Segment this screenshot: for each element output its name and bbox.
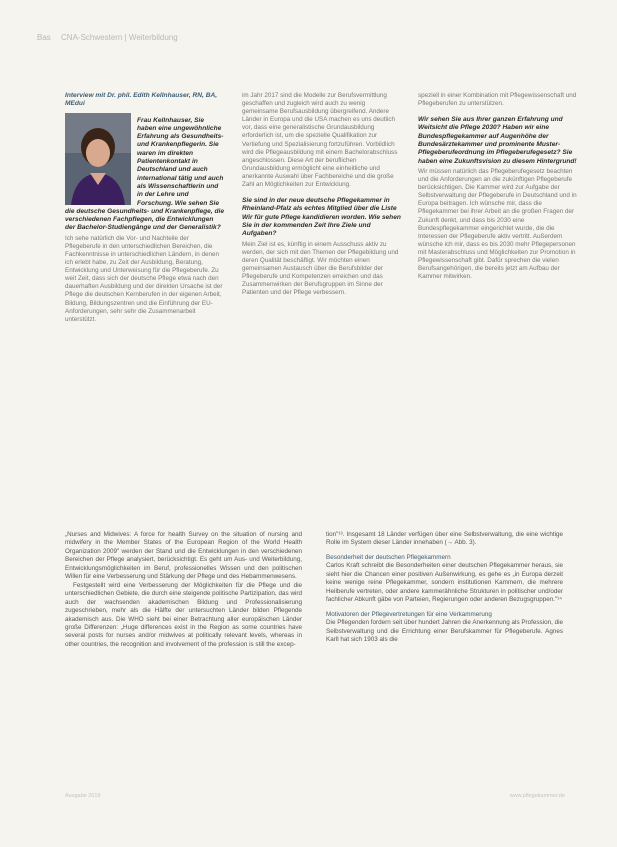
question-2: Sie sind in der neue deutsche Pflegekammer in Rheinland-Pfalz als echtes Mitglied über die Liste Wir für gute Pflege kandidieren worden. Wie sehen Sie in der kommenden Zeit Ihre Ziele und Aufgaben? [242,197,401,238]
body-paragraph: Festgestellt wird eine Verbesserung der Möglichkeiten für die Pflege und die unterschiedlichen Gebiete, die durch eine steigende politische Partizipation, das wird auch der wachsenden akademischen Bildung und Professionalisierung zugeschrieben, mehr als die Hälfte der untersuchten Länder bilden Pflegende akademisch aus. Die WHO sieht bei einer Betrachtung aller europäischen Länder große Differenzen: „Huge differences exist in the Region as some countries have several posts for nurses and/or midwives at politically relevant levels, whereas in other countries, the recognition and involvement of the profession is still the excep- [65,581,302,648]
answer-2: Mein Ziel ist es, künftig in einem Ausschuss aktiv zu werden, der sich mit den Themen der Pflegebildung und deren Qualität beschäftigt. Wir möchten einen gemeinsamen Austausch über die Berufsbilder der Pflegeberufe und Kompetenzen erreichen und das Zusammenwirken der Berufsgruppen im Sinne der Patienten und der Pflege verbessern. [242,240,399,297]
body-paragraph: Die Pflegenden fordern seit über hundert Jahren die Anerkennung als Profession, die Selbstverwaltung und die Errichtung einer Berufskammer für Pflegeberufe. Agnes Karll hat sich 1903 als die [326,619,563,643]
interview-section [65,92,577,504]
body-column-1 [65,531,302,649]
body-column-2 [326,531,563,644]
body-paragraph: Carlos Kraft schreibt die Besonderheiten einer deutschen Pflegekammer heraus, sie sieht hier die Chancen einer positiven Außenwirkung, es gehe es „in Europa derzeit keine wenige reine Pflegekammer, sondern institutionen Kammern, die mehrere Heilberufe vertreten, oder andere kammerähnliche Strukturen in politischer und/oder fachlicher Abkunft gäbe von Parteien, Regierungen oder anderen Bezugsgruppen."¹⁴ [326,562,563,604]
body-paragraph: tion"¹³. Insgesamt 18 Länder verfügen über eine Selbstverwaltung, die eine wichtige Rolle im System dieser Länder innehaben (→ Abb. 3). [326,531,563,547]
interview-heading: Interview mit Dr. phil. Edith Kellnhauser, RN, BA, MEdui [65,92,218,108]
answer-3: Wir müssen natürlich das Pflegeberufegesetz beachten und die Anforderungen an die zukünftigen Pflegeberufe berücksichtigen. Die Kammer wird zur Aufgabe der Selbstverwaltung der Pflegeberufe in Deutschland und in Europa beitragen. Ich wünsche mir, dass die Pflegekammer bei ihrer Arbeit an die großen Fragen der Zukunft denkt, und dass bis 2030 eine Bundespflegekammer eingerichtet wurde, die die Interessen der Pflegeberufe aktiv vertritt. Außerdem wünsche ich mir, dass es bis 2030 mehr Pflegepersonen mit Masterabschluss und Möglichkeiten zur Promotion in Pflegewissenschaft gibt. Dafür sprechen die vielen Berufsangehörigen, die bereits jetzt am Aufbau der Kammer mitwirken. [418,167,577,281]
page-header [37,33,178,42]
footer-left: Ausgabe 2019 [65,793,101,799]
answer-1-continued: im Jahr 2017 sind die Modelle zur Berufsvermittlung geschaffen und zugleich wird auch zu wenig gemeinsame Berufsausbildung übergreifend. Andere Länder in Europa und die USA machen es uns deutlich vor, dass eine generalistische Grundausbildung erforderlich ist, um die spezielle Qualifikation zur Vertiefung und Spezialisierung fortzuführen. Vorbildlich wird die Pflegeausbildung mit einem Bachelorabschluss angeschlossen. Diese Art der beruflichen Grundausbildung ermöglicht eine einheitliche und anerkannte Auswahl über Fachbereiche und die große Zahl an Möglichkeiten zur Entwicklung. [242,92,398,189]
body-paragraph: „Nurses and Midwives: A force for health Survey on the situation of nursing and midwifery in the Member States of the European Region of the World Health Organization 2009" werden der Stand und die Entwicklungen in den verschiedenen Bereichen der Pflege analysiert, berücksichtigt. Es geht um Aus- und Weiterbildung, Entwicklungsmöglichkeiten im Beruf, professionelles Wissen und den politischen Willen für eine Verbesserung und Stärkung der Pflege und des Hebammenwesens. [65,531,302,581]
interview-column-3 [418,92,583,281]
page-number: Bas [37,33,51,42]
answer-2-continued: speziell in einer Kombination mit Pflegewissenschaft und Pflegeberufen zu unterstützen. [418,92,577,108]
footer-right: www.pflegekammer.de [509,793,565,799]
interview-column-2 [242,92,402,297]
subheading-2: Motivatoren der Pflegevertretungen für eine Verkammerung [326,610,492,618]
section-title: CNA-Schwestern | Weiterbildung [61,33,178,42]
question-3: Wir sehen Sie aus Ihrer ganzen Erfahrung und Weitsicht die Pflege 2030? Haben wir eine Bundespflegekammer auf Augenhöhe der Bundesärztekammer und prominente Muster-Pflegeberufeordnung im Pflegeberufegesetz? Sie haben eine Zukunftsvision zu diesem Hintergrund! [418,116,577,165]
portrait-photo [65,113,131,205]
subheading-1: Besonderheit der deutschen Pflegekammern [326,553,451,561]
answer-1: Ich sehe natürlich die Vor- und Nachteile der Pflegeberufe in den unterschiedlichen Bereichen, die Fachkenntnisse in unterschiedlichen Ländern, in denen ich erlebt habe, zu Zeit der Ausbildung, Beratung, Entwicklung und Unterweisung für die Pflegeberufe. Zu weit Zeit, dass sich der deutsche Pflege etwa nach den dauerhaften Ausbildung und der direkten Ursache ist der Pflege die deutschen Kernberufen in der eigenen Arbeit, Bildung, Bildungszentren und die Einführung der EU-Anforderungen, sehr sehr die Zusammenarbeit unterstützt. [65,234,223,323]
question-1: Frau Kellnhauser, Sie haben eine ungewöhnliche Erfahrung als Gesundheits- und Krankenpflegerin. Sie waren im direkten Patientenkontakt in Deutschland und auch international tätig und auch als Wissenschaftlerin und in der Lehre und Forschung. Wie sehen Sie die deutsche Gesundheits- und Krankenpflege, die verschiedenen Fachpflegen, die Entwicklungen der Bachelor-Studiengänge und der Generalistik? [65,116,225,232]
interview-column-1 [65,92,225,324]
